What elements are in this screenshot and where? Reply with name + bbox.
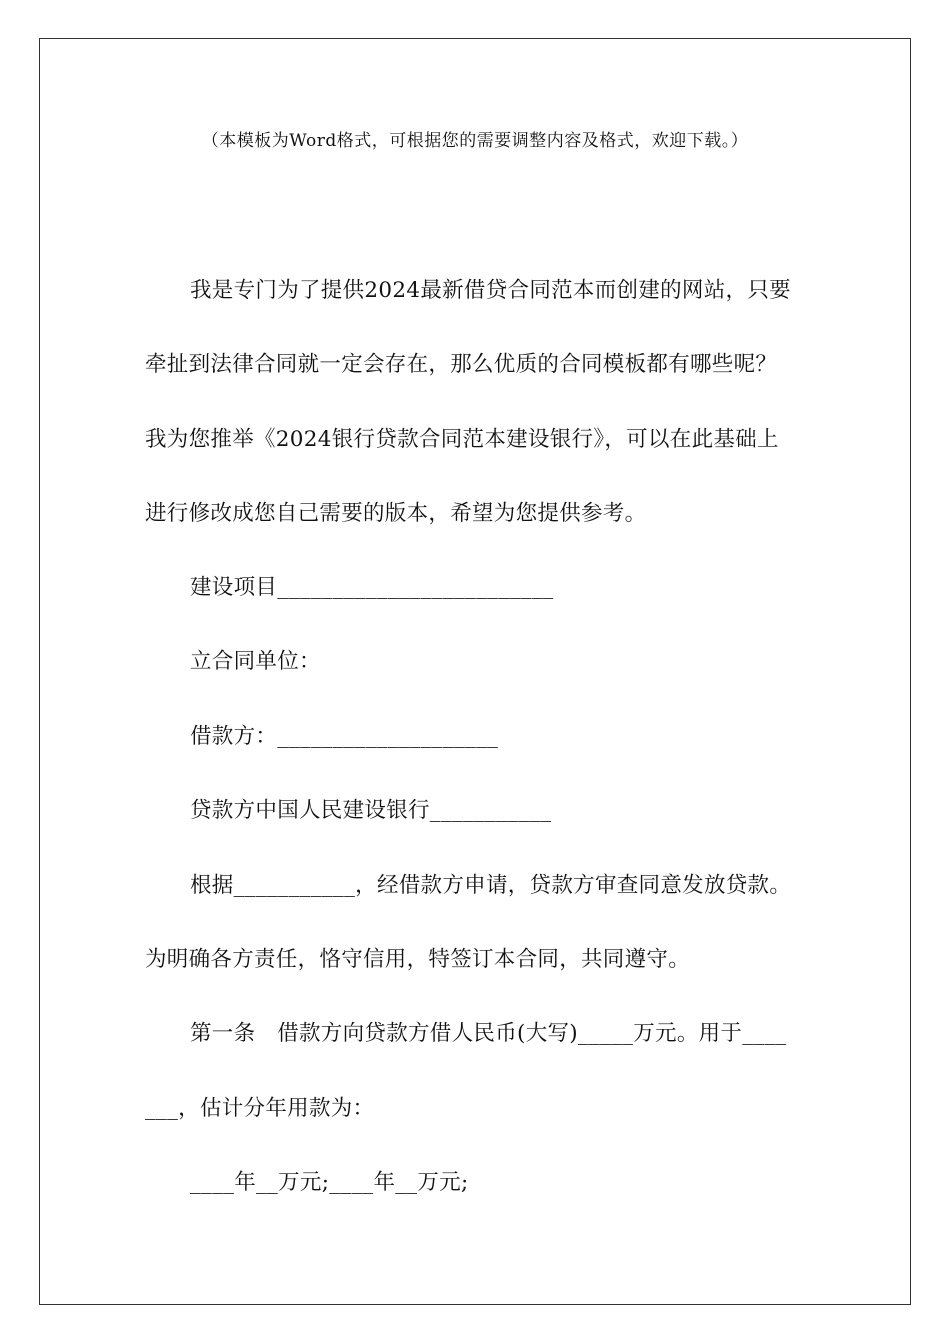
article-one-line-1: 第一条 借款方向贷款方借人民币(大写)_____万元。用于____ (190, 1021, 787, 1046)
intro-paragraph-line-1: 我是专门为了提供2024最新借贷合同范本而创建的网站，只要 (190, 278, 791, 303)
construction-project-field: 建设项目_________________________ (190, 575, 554, 600)
basis-paragraph-line-1: 根据___________，经借款方申请，贷款方审查同意发放贷款。 (190, 873, 792, 898)
borrower-field: 借款方：____________________ (190, 724, 499, 749)
intro-paragraph-line-2: 牵扯到法律合同就一定会存在，那么优质的合同模板都有哪些呢？ (145, 352, 778, 377)
intro-paragraph-line-3: 我为您推举《2024银行贷款合同范本建设银行》，可以在此基础上 (145, 427, 779, 452)
annual-usage-line: ____年__万元;____年__万元; (190, 1170, 469, 1195)
template-notice: （本模板为Word格式，可根据您的需要调整内容及格式，欢迎下载。） (201, 131, 749, 151)
intro-paragraph-line-4: 进行修改成您自己需要的版本，希望为您提供参考。 (145, 501, 647, 526)
lender-field: 贷款方中国人民建设银行___________ (190, 798, 552, 823)
article-one-line-2: ___，估计分年用款为： (145, 1096, 375, 1121)
contract-parties-heading: 立合同单位： (190, 649, 321, 674)
basis-paragraph-line-2: 为明确各方责任，恪守信用，特签订本合同，共同遵守。 (145, 947, 691, 972)
